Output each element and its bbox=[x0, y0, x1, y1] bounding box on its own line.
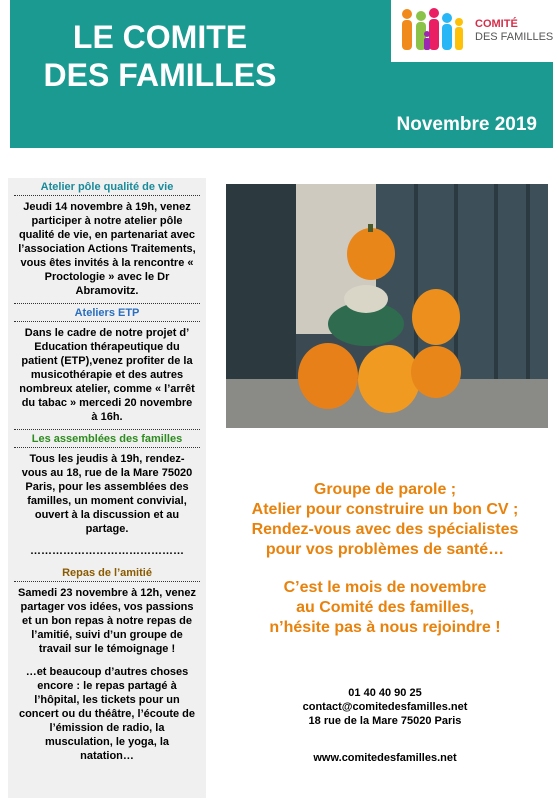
pumpkins-photo bbox=[226, 184, 548, 428]
section-body: Samedi 23 novembre à 12h, venez partager vos idées, vos passions et un bon repas à notre repas de l’amitié, suivi d’un groupe de travail sur le témoignage ! bbox=[18, 587, 196, 655]
section-body: Dans le cadre de notre projet d’ Education thérapeutique du patient (ETP),venez profiter de la musicothérapie et des autres nombreux atelier, comme « l’arrêt du tabac » mercedi 20 novembre à 16h. bbox=[19, 327, 195, 423]
section-heading: Ateliers ETP bbox=[74, 307, 140, 319]
issue-month: Novembre 2019 bbox=[396, 114, 537, 135]
section-heading: Repas de l’amitié bbox=[62, 567, 152, 579]
email-link[interactable]: contact@comitedesfamilles.net bbox=[302, 701, 468, 713]
header-banner bbox=[10, 0, 553, 148]
section-heading: Atelier pôle qualité de vie bbox=[40, 181, 174, 193]
phone-number: 01 40 40 90 25 bbox=[348, 687, 422, 699]
website-link[interactable]: www.comitedesfamilles.net bbox=[313, 752, 457, 764]
dotted-separator: …………………………………… bbox=[30, 545, 184, 557]
comite-logo: COMITÉ DES FAMILLES bbox=[391, 0, 558, 62]
contact-info bbox=[212, 686, 558, 728]
newsletter-title: LE COMITE DES FAMILLES bbox=[43, 19, 277, 93]
postal-address: 18 rue de la Mare 75020 Paris bbox=[308, 715, 462, 727]
section-body-extra: …et beaucoup d’autres choses encore : le repas partagé à l’hôpital, les tickets pour un concert ou du théâtre, l’écoute de l’émission de radio, la musculation, le yoga, la natation… bbox=[18, 666, 196, 762]
sidebar-news bbox=[8, 178, 206, 798]
family-figures-icon bbox=[397, 4, 471, 58]
section-heading: Les assemblées des familles bbox=[31, 433, 183, 445]
section-body: Tous les jeudis à 19h, rendez-vous au 18, rue de la Mare 75020 Paris, pour les assemblées des familles, un moment convivial, ouvert à la discussion et au partage. bbox=[21, 453, 193, 535]
section-body: Jeudi 14 novembre à 19h, venez participer à notre atelier pôle qualité de vie, en partenariat avec l’association Actions Traitements, vous êtes invités à la rencontre « Proctologie » avec le Dr Abramovitz. bbox=[18, 201, 196, 297]
promo-text: Groupe de parole ; Atelier pour construire un bon CV ; Rendez-vous avec des spécialistes pour vos problèmes de santé… C’est le mois de novembre au Comité des familles, n’hésite pas à nous rejoindre ! bbox=[251, 481, 519, 636]
